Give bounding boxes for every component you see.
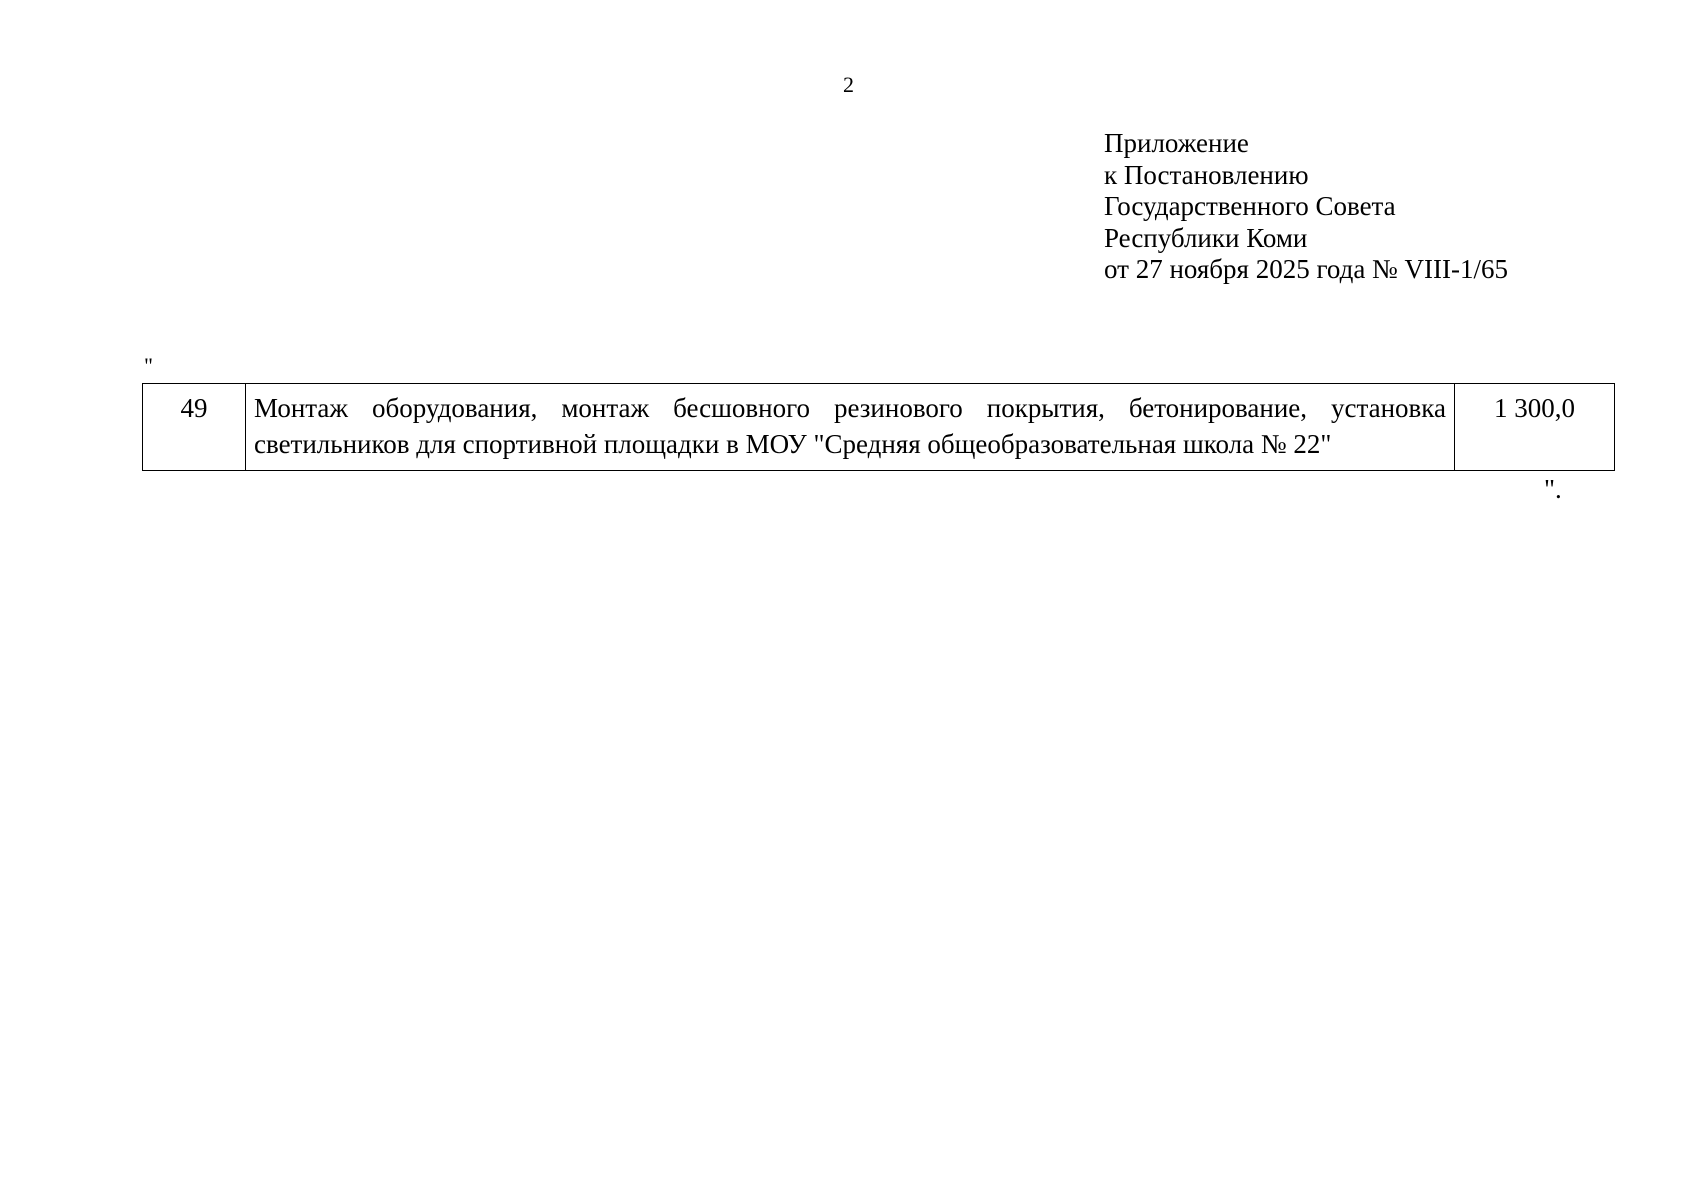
closing-quote: ".	[1544, 474, 1562, 504]
annex-issuer-line: Государственного Совета	[1104, 191, 1396, 221]
amendment-table	[142, 383, 1575, 471]
annex-republic-line: Республики Коми	[1104, 222, 1308, 253]
annex-header	[1104, 128, 1508, 286]
annex-date-number-line: от 27 ноября 2025 года № VIII-1/65	[1104, 254, 1509, 284]
annex-reference-line: к Постановлению	[1104, 159, 1309, 190]
table	[142, 383, 1615, 471]
opening-quote: "	[144, 353, 153, 378]
page-number: 2	[843, 72, 854, 97]
row-amount-cell: 1 300,0	[1455, 384, 1615, 471]
table-row	[143, 384, 1615, 471]
row-number-cell: 49	[143, 384, 246, 471]
annex-title: Приложение	[1104, 128, 1249, 158]
row-description-cell: Монтаж оборудования, монтаж бесшовного резинового покрытия, бетонирование, установка светильников для спортивной площадки в МОУ "Средняя общеобразовательная школа № 22"	[246, 384, 1455, 471]
